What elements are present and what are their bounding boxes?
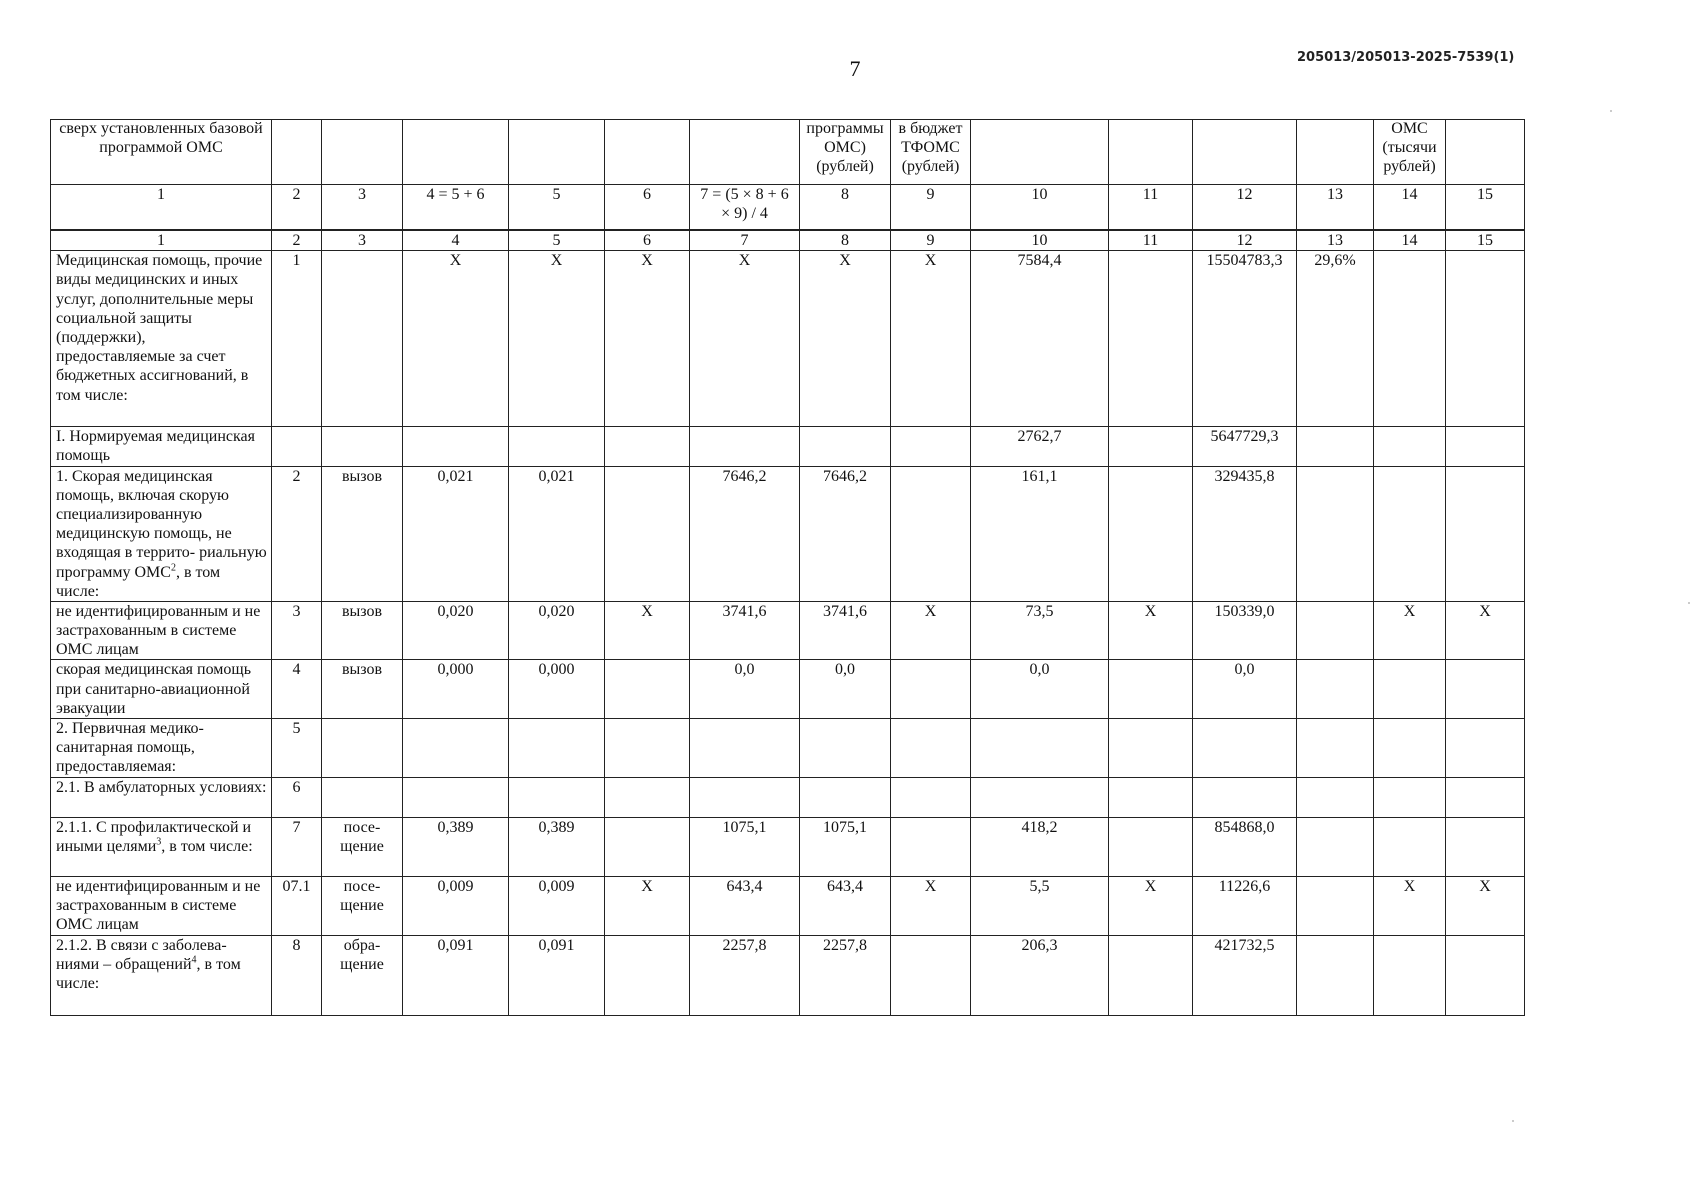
cell-c7 [690,427,800,466]
cell-c9: X [891,601,971,660]
cell-c6 [605,427,690,466]
cell-unit: посе- щение [322,817,403,876]
header-fragment-number-cell: 7 = (5 × 8 + 6 × 9) / 4 [690,185,800,230]
table-row [51,251,1525,427]
cell-c13 [1297,660,1374,719]
cell-code: 5 [272,719,322,778]
row-name-cell [51,427,272,466]
cell-c5 [509,777,605,817]
table-row [51,777,1525,817]
cell-code: 4 [272,660,322,719]
cell-c5: 0,020 [509,601,605,660]
header-fragment-number-cell: 1 [51,185,272,230]
header-fragment-cell: сверх установленных базовой программой ОМС [51,120,272,185]
cell-c10: 73,5 [971,601,1109,660]
header-fragment-number-cell: 10 [971,185,1109,230]
table-row [51,466,1525,601]
cell-c5: 0,009 [509,876,605,935]
cell-c12 [1193,777,1297,817]
cell-c10: 161,1 [971,466,1109,601]
cell-c10: 0,0 [971,660,1109,719]
cell-c12: 421732,5 [1193,935,1297,1015]
header-fragment-cell [1446,120,1525,185]
cell-c7 [690,777,800,817]
cell-c13 [1297,777,1374,817]
row-name-cell [51,935,272,1015]
cell-c12 [1193,719,1297,778]
column-number-row [51,231,1525,251]
row-name: скорая медицинская помощь при санитарно-авиационной эвакуации [56,661,252,717]
cell-c8: 2257,8 [800,935,891,1015]
header-fragment-cell [971,120,1109,185]
scan-speck [1688,602,1690,604]
cell-c6: X [605,601,690,660]
cell-c9: X [891,251,971,427]
cell-c12: 15504783,3 [1193,251,1297,427]
header-fragment-number-cell: 8 [800,185,891,230]
cell-c4: 0,020 [403,601,509,660]
page-number: 7 [849,56,861,81]
row-name: 1. Скорая медицинская помощь, включая скорую специализированную медицинскую помощь, не входящая в террито- риальную программу ОМС [56,467,267,581]
cell-c6 [605,817,690,876]
header-fragment-cell [1193,120,1297,185]
row-name-cell [51,466,272,601]
cell-c15 [1446,660,1525,719]
cell-c8: X [800,251,891,427]
header-fragment-cell [690,120,800,185]
header-fragment-number-cell: 6 [605,185,690,230]
cell-c11 [1109,817,1193,876]
cell-c7: 3741,6 [690,601,800,660]
cell-c13 [1297,466,1374,601]
cell-code [272,427,322,466]
column-number-cell: 2 [272,231,322,251]
cell-c10: 2762,7 [971,427,1109,466]
cell-c12: 150339,0 [1193,601,1297,660]
cell-c6 [605,777,690,817]
cell-c8 [800,427,891,466]
cell-c10: 418,2 [971,817,1109,876]
cell-c4: 0,009 [403,876,509,935]
cell-c10: 5,5 [971,876,1109,935]
column-number-cell: 11 [1109,231,1193,251]
row-name-cell [51,876,272,935]
cell-c11 [1109,935,1193,1015]
cell-c15 [1446,251,1525,427]
cell-c5: 0,389 [509,817,605,876]
cell-c14: X [1374,876,1446,935]
row-name: 2.1.1. С профилактической и иными целями [56,818,252,855]
cell-c12: 854868,0 [1193,817,1297,876]
column-number-cell: 6 [605,231,690,251]
cell-c5: 0,091 [509,935,605,1015]
cell-c9 [891,935,971,1015]
header-fragment-number-cell: 9 [891,185,971,230]
cell-code: 2 [272,466,322,601]
cell-c14 [1374,935,1446,1015]
cell-code: 7 [272,817,322,876]
cell-c13 [1297,935,1374,1015]
cell-c7: 2257,8 [690,935,800,1015]
cell-c11 [1109,719,1193,778]
header-fragment-cell: ОМС (тысячи рублей) [1374,120,1446,185]
cell-code: 6 [272,777,322,817]
cell-c12: 0,0 [1193,660,1297,719]
cell-c7: 643,4 [690,876,800,935]
cell-c4 [403,777,509,817]
cell-c11 [1109,660,1193,719]
cell-c11: X [1109,601,1193,660]
cell-c9 [891,817,971,876]
cell-c10 [971,777,1109,817]
table-row [51,719,1525,778]
cell-c8: 1075,1 [800,817,891,876]
table-row [51,601,1525,660]
column-number-cell: 5 [509,231,605,251]
header-fragment-table [50,119,1525,230]
cell-c4: 0,000 [403,660,509,719]
cell-c10: 7584,4 [971,251,1109,427]
header-fragment-number-cell: 11 [1109,185,1193,230]
header-fragment-cell: программы ОМС) (рублей) [800,120,891,185]
cell-c15 [1446,817,1525,876]
cell-c12: 11226,6 [1193,876,1297,935]
row-name: не идентифицированным и не застрахованным в системе ОМС лицам [56,877,261,933]
cell-c5 [509,719,605,778]
header-fragment-number-cell: 15 [1446,185,1525,230]
cell-c9: X [891,876,971,935]
cell-code: 1 [272,251,322,427]
cell-c4: 0,021 [403,466,509,601]
table-row [51,660,1525,719]
cell-c11 [1109,466,1193,601]
row-name: 2. Первичная медико- санитарная помощь, предоставляемая: [56,720,204,776]
footnote-ref: 4 [191,954,197,966]
cell-c13 [1297,427,1374,466]
row-name-cell [51,601,272,660]
header-fragment-number-cell: 13 [1297,185,1374,230]
scan-speck [1610,110,1612,112]
header-fragment-cell [1297,120,1374,185]
cell-c8: 3741,6 [800,601,891,660]
cell-c14 [1374,427,1446,466]
cell-c5 [509,427,605,466]
cell-c7: 7646,2 [690,466,800,601]
cell-c11: X [1109,876,1193,935]
column-number-cell: 8 [800,231,891,251]
cell-c6 [605,935,690,1015]
cell-c7 [690,719,800,778]
cell-c4: X [403,251,509,427]
header-fragment-text-row [51,120,1525,185]
cell-c11 [1109,777,1193,817]
row-name: Медицинская помощь, прочие виды медицинских и иных услуг, дополнительные меры социальной защиты (поддержки), предоставляемые за счет бюджетных ассигнований, в том числе: [56,252,263,404]
header-fragment-number-cell: 14 [1374,185,1446,230]
cell-c14: X [1374,601,1446,660]
header-fragment-number-cell: 12 [1193,185,1297,230]
header-fragment-cell [403,120,509,185]
cell-unit [322,251,403,427]
cell-c12: 329435,8 [1193,466,1297,601]
cell-unit [322,719,403,778]
cell-c6: X [605,876,690,935]
cell-c8: 7646,2 [800,466,891,601]
column-number-cell: 13 [1297,231,1374,251]
header-fragment-cell [509,120,605,185]
cell-c4 [403,427,509,466]
column-number-cell: 15 [1446,231,1525,251]
header-fragment-cell [322,120,403,185]
cell-c13 [1297,719,1374,778]
cell-code: 3 [272,601,322,660]
data-table [50,230,1525,1016]
cell-c14 [1374,660,1446,719]
cell-c5: X [509,251,605,427]
cell-code: 07.1 [272,876,322,935]
column-number-cell: 14 [1374,231,1446,251]
document-id: 205013/205013-2025-7539(1) [1297,50,1515,65]
cell-unit: вызов [322,466,403,601]
table-row [51,817,1525,876]
cell-c14 [1374,251,1446,427]
cell-c4: 0,091 [403,935,509,1015]
cell-unit: обра- щение [322,935,403,1015]
header-fragment-cell [605,120,690,185]
row-name: I. Нормируемая медицинская помощь [56,428,255,465]
cell-code: 8 [272,935,322,1015]
cell-c6 [605,719,690,778]
cell-unit: посе- щение [322,876,403,935]
cell-unit: вызов [322,660,403,719]
cell-c7: 1075,1 [690,817,800,876]
cell-c15 [1446,466,1525,601]
header-fragment-cell [272,120,322,185]
cell-c13 [1297,601,1374,660]
cell-c9 [891,427,971,466]
cell-c9 [891,777,971,817]
row-name-cell [51,660,272,719]
cell-c7: X [690,251,800,427]
footnote-ref: 3 [156,836,162,848]
header-fragment-number-cell: 5 [509,185,605,230]
column-number-cell: 7 [690,231,800,251]
cell-c4: 0,389 [403,817,509,876]
row-name-cell [51,817,272,876]
column-number-cell: 9 [891,231,971,251]
cell-c15: X [1446,876,1525,935]
cell-c8 [800,719,891,778]
column-number-cell: 1 [51,231,272,251]
header-fragment-cell [1109,120,1193,185]
row-name-cell [51,251,272,427]
cell-c9 [891,466,971,601]
cell-c5: 0,000 [509,660,605,719]
cell-unit [322,777,403,817]
row-name: 2.1.2. В связи с заболева- ниями – обращений [56,936,227,973]
cell-c7: 0,0 [690,660,800,719]
cell-unit: вызов [322,601,403,660]
row-name-cell [51,719,272,778]
cell-c14 [1374,777,1446,817]
cell-c10: 206,3 [971,935,1109,1015]
cell-c9 [891,719,971,778]
column-number-cell: 4 [403,231,509,251]
cell-unit [322,427,403,466]
cell-c13 [1297,876,1374,935]
scan-speck [1512,1120,1514,1122]
cell-c8: 643,4 [800,876,891,935]
row-name: 2.1. В амбулаторных условиях: [56,778,267,796]
cell-c6: X [605,251,690,427]
header-fragment-cell: в бюджет ТФОМС (рублей) [891,120,971,185]
footnote-ref: 2 [170,562,176,574]
cell-c14 [1374,466,1446,601]
header-fragment-number-cell: 4 = 5 + 6 [403,185,509,230]
row-name-suffix: , в том числе: [56,563,221,600]
cell-c8: 0,0 [800,660,891,719]
cell-c4 [403,719,509,778]
cell-c15 [1446,935,1525,1015]
row-name-cell [51,777,272,817]
row-name-suffix: , в том числе: [56,955,241,992]
cell-c15 [1446,777,1525,817]
cell-c13 [1297,817,1374,876]
header-fragment-number-row [51,185,1525,230]
cell-c12: 5647729,3 [1193,427,1297,466]
header-fragment-number-cell: 2 [272,185,322,230]
table-row [51,935,1525,1015]
column-number-cell: 10 [971,231,1109,251]
cell-c11 [1109,427,1193,466]
cell-c11 [1109,251,1193,427]
cell-c13: 29,6% [1297,251,1374,427]
header-fragment-number-cell: 3 [322,185,403,230]
cell-c5: 0,021 [509,466,605,601]
cell-c6 [605,660,690,719]
cell-c15 [1446,719,1525,778]
column-number-cell: 12 [1193,231,1297,251]
cell-c14 [1374,817,1446,876]
cell-c6 [605,466,690,601]
table-row [51,427,1525,466]
cell-c14 [1374,719,1446,778]
table-row [51,876,1525,935]
cell-c15 [1446,427,1525,466]
cell-c9 [891,660,971,719]
cell-c8 [800,777,891,817]
cell-c15: X [1446,601,1525,660]
cell-c10 [971,719,1109,778]
row-name: не идентифицированным и не застрахованным в системе ОМС лицам [56,602,261,659]
row-name-suffix: , в том числе: [161,837,253,855]
column-number-cell: 3 [322,231,403,251]
